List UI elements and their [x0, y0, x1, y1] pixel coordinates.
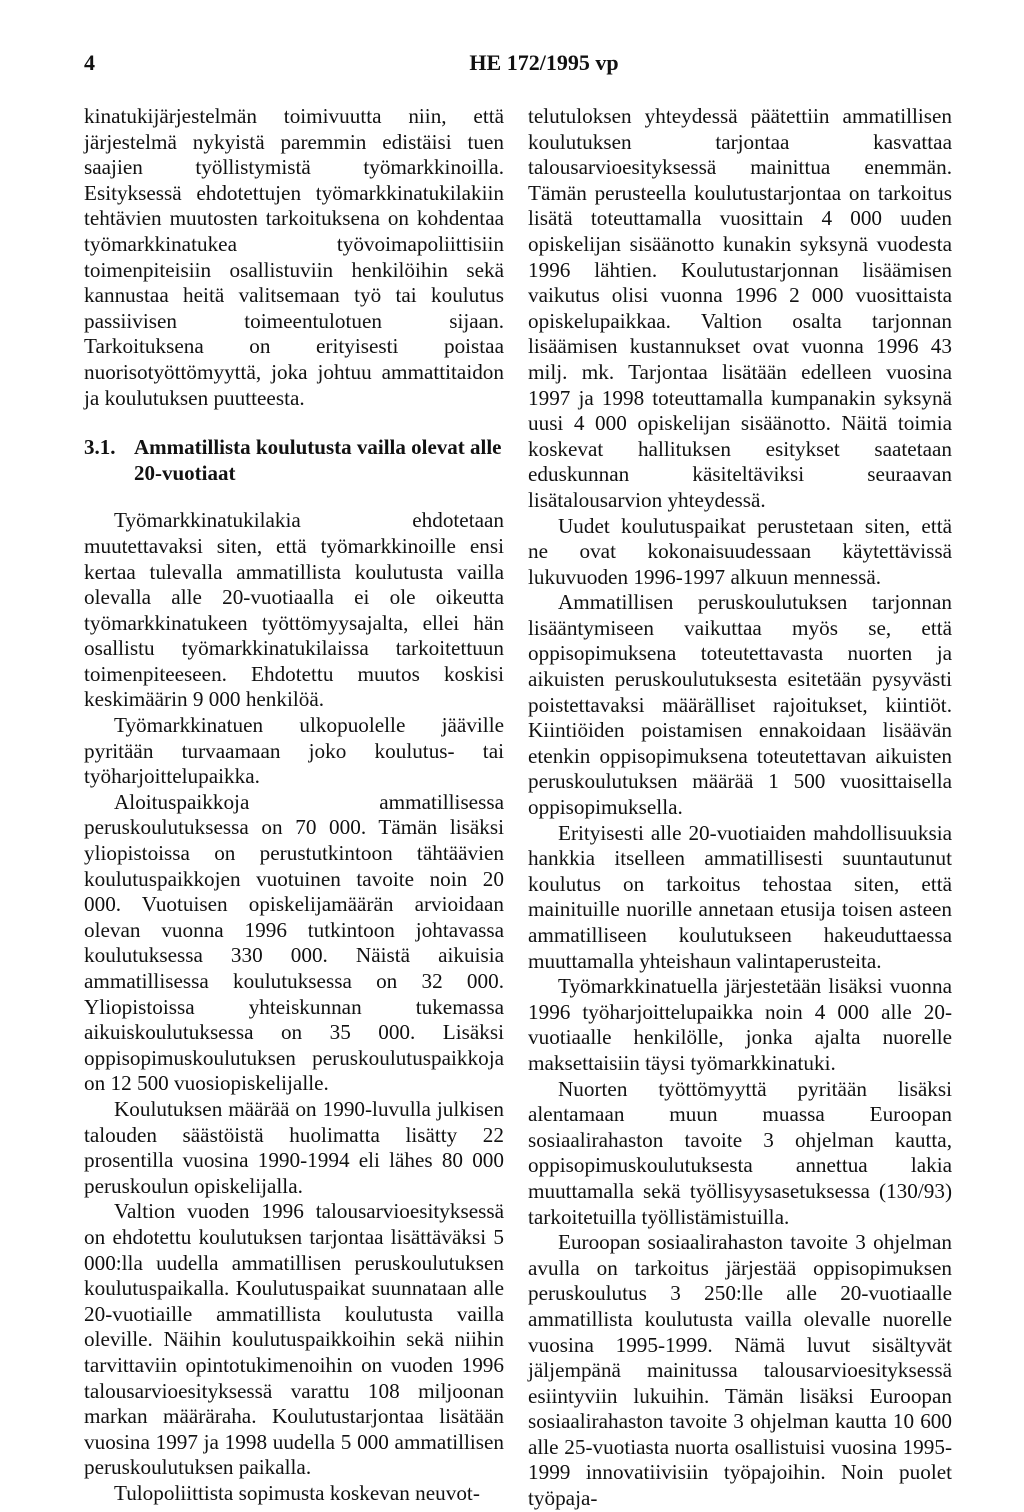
paragraph: Valtion vuoden 1996 talousarvioesityksessä on ehdotettu koulutuksen tarjontaa lisättäväksi 5 000:lla uudella ammatillisen peruskoulutuksen koulutuspaikalla. Koulutuspaikat suunnataan alle 20-vuotiaille ammatillista koulutusta vailla oleville. Näihin koulutuspaikkoihin sekä niihin tarvittaviin opintotukimenoihin on vuoden 1996 talousarvioesityksessä varattu 108 miljoonan markan määräraha. Koulutustarjontaa lisätään vuosina 1997 ja 1998 uudella 5 000 ammatillisen peruskoulutuksen paikalla. — [84, 1199, 504, 1480]
page-number: 4 — [84, 50, 95, 75]
paragraph: Koulutuksen määrää on 1990-luvulla julkisen talouden säästöistä huolimatta lisätty 22 prosentilla vuosina 1990-1994 eli lähes 80 000 peruskoulun opiskelijalla. — [84, 1096, 504, 1198]
section-heading — [84, 435, 504, 486]
paragraph: telutuloksen yhteydessä päätettiin ammatillisen koulutuksen tarjontaa kasvattaa talousarvioesityksessä mainittua enemmän. Tämän perusteella koulutustarjontaa on tarkoitus lisätä toteuttamalla vuosittain 4 000 uuden opiskelijan sisäänotto kunakin syksynä vuodesta 1996 lähtien. Koulutustarjonnan lisäämisen vaikutus olisi vuonna 1996 2 000 vuosittaista opiskelupaikkaa. Valtion osalta tarjonnan lisäämisen kustannukset ovat vuonna 1996 43 milj. mk. Tarjontaa lisätään edelleen vuosina 1997 ja 1998 toteuttamalla kumpanakin syksynä uusi 4 000 opiskelijan sisäänotto. Näitä toimia koskevat hallituksen esitykset saatetaan eduskunnan käsiteltäviksi seuraavan lisätalousarvion yhteydessä. — [528, 104, 952, 512]
document-id: HE 172/1995 vp — [469, 50, 619, 75]
paragraph: kinatukijärjestelmän toimivuutta niin, että järjestelmä nykyistä paremmin edistäisi tuen saajien työllistymistä työmarkkinoilla. Esityksessä ehdotettujen työmarkkinatukilakiin tehtävien muutosten tarkoituksena on kohdentaa työmarkkinatukea työvoimapoliittisiin toimenpiteisiin osallistuviin henkilöihin sekä kannustaa heitä valitsemaan työ tai koulutus passiivisen toimeentulotuen sijaan. Tarkoituksena on erityisesti poistaa nuorisotyöttömyyttä, joka johtuu ammattitaidon ja koulutuksen puutteesta. — [84, 104, 504, 410]
paragraph: Ammatillisen peruskoulutuksen tarjonnan lisääntymiseen vaikuttaa myös se, että oppisopimuksena toteutettavasta nuorten ja aikuisten peruskoulutuksesta esitetään pysyvästi poistettavaksi määrälliset rajoitukset, kiintiöt. Kiintiöiden poistamisen ennakoidaan lisäävän etenkin oppisopimuksena toteutettavan aikuisten peruskoulutuksen määrää 1 500 vuosittaisella oppisopimuksella. — [528, 590, 952, 820]
page-header — [84, 50, 944, 86]
paragraph: Tulopoliittista sopimusta koskevan neuvot- — [114, 1480, 480, 1505]
paragraph: Euroopan sosiaalirahaston tavoite 3 ohjelman avulla on tarkoitus järjestää oppisopimuksen peruskoulutus 3 250:lle alle 20-vuotiaalle ammatillista koulutusta vailla olevalle nuorelle vuosina 1995-1999. Nämä luvut sisältyvät jäljempänä mainitussa talousarvioesityksessä esiintyviin lukuihin. Tämän lisäksi Euroopan sosiaalirahaston tavoite 3 ohjelman kautta 10 600 alle 25-vuotiasta nuorta osallistuisi vuosina 1995-1999 innovatiivisiin työpajoihin. Noin puolet työpaja- — [528, 1230, 952, 1511]
paragraph: Työmarkkinatukilakia ehdotetaan muutettavaksi siten, että työmarkkinoille ensi kertaa tulevalla ammatillista koulutusta vailla olevalla alle 20-vuotiaalla ei ole oikeutta työmarkkinatukeen työttömyysajalta, ellei hän osallistu työmarkkinatukilaissa tarkoitettuun toimenpiteeseen. Ehdotettu muutos koskisi keskimäärin 9 000 henkilöä. — [84, 508, 504, 712]
section-number: 3.1. — [84, 435, 116, 460]
paragraph: Erityisesti alle 20-vuotiaiden mahdollisuuksia hankkia itselleen ammatillisesti suuntautunut koulutus on tarkoitus tehostaa siten, että mainituille nuorille annetaan etusija toisen asteen ammatilliseen koulutukseen hakeuduttaessa muuttamalla yhteishaun valintaperusteita. — [528, 820, 952, 973]
paragraph: Aloituspaikkoja ammatillisessa peruskoulutuksessa on 70 000. Tämän lisäksi yliopistoissa on perustutkintoon tähtäävien koulutuspaikkojen vuotuinen tavoite noin 20 000. Vuotuisen opiskelijamäärän arvioidaan olevan vuonna 1996 tutkintoon johtavassa koulutuksessa 330 000. Näistä aikuisia ammatillisessa koulutuksessa on 32 000. Yliopistoissa yhteiskunnan tukemassa aikuiskoulutuksessa on 35 000. Lisäksi oppisopimuskoulutuksen peruskoulutuspaikkoja on 12 500 vuosiopiskelijalle. — [84, 789, 504, 1096]
left-column — [84, 104, 504, 1506]
right-column — [528, 104, 952, 1512]
paragraph: Nuorten työttömyyttä pyritään lisäksi alentamaan muun muassa Euroopan sosiaalirahaston tavoite 3 ohjelman kautta, oppisopimuskoulutuksesta annettua lakia muuttamalla sekä työllisyysasetuksessa (130/93) tarkoitetuilla työllistämistuilla. — [528, 1076, 952, 1229]
section-title: Ammatillista koulutusta vailla olevat alle 20-vuotiaat — [134, 435, 502, 485]
paragraph: Työmarkkinatuella järjestetään lisäksi vuonna 1996 työharjoittelupaikka noin 4 000 alle 20-vuotiaalle henkilölle, jonka ajalta nuorelle maksettaisiin täysi työmarkkinatuki. — [528, 974, 952, 1075]
paragraph: Työmarkkinatuen ulkopuolelle jääville pyritään turvaamaan joko koulutus- tai työharjoittelupaikka. — [84, 713, 504, 789]
paragraph: Uudet koulutuspaikat perustetaan siten, että ne ovat kokonaisuudessaan käytettävissä lukuvuoden 1996-1997 alkuun mennessä. — [528, 513, 952, 589]
